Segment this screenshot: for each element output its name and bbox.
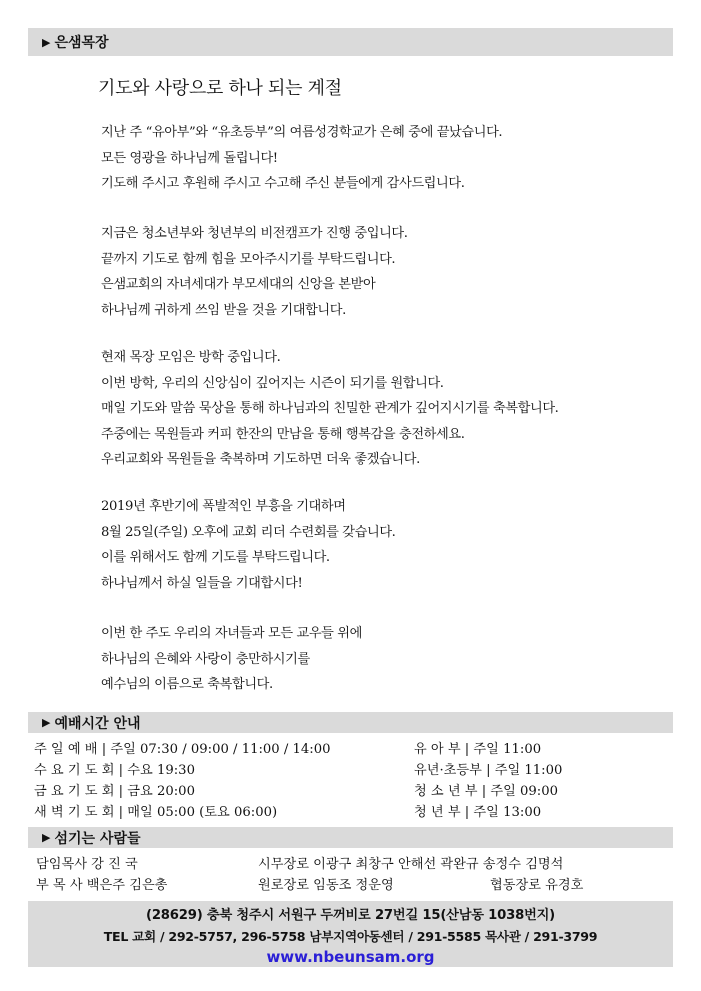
paragraph-line: 은샘교회의 자녀세대가 부모세대의 신앙을 본받아 (101, 277, 376, 292)
paragraph (101, 494, 395, 596)
church-address: (28629) 충북 청주시 서원구 두꺼비로 27번길 15(산남동 1038번지) (146, 908, 555, 923)
paragraph-line: 이를 위해서도 함께 기도를 부탁드립니다. (101, 550, 330, 565)
paragraph-line: 지금은 청소년부와 청년부의 비전캠프가 진행 중입니다. (101, 226, 408, 241)
paragraph-line: 하나님께서 하실 일들을 기대합시다! (101, 575, 303, 591)
schedule-item: 유년·초등부 | 주일 11:00 (414, 763, 563, 778)
servants-header-label: 섬기는 사람들 (54, 830, 141, 847)
schedule-item: 유 아 부 | 주일 11:00 (414, 742, 542, 757)
paragraph-line: 기도해 주시고 후원해 주시고 수고해 주신 분들에게 감사드립니다. (101, 176, 465, 191)
paragraph-line: 예수님의 이름으로 축복합니다. (101, 677, 273, 692)
phone-numbers: TEL 교회 / 292-5757, 296-5758 남부지역아동센터 / 291-5585 목사관 / 291-3799 (103, 929, 598, 944)
footer (28, 901, 673, 967)
triangle-right-icon: ▶ (42, 716, 51, 729)
servant-entry: 협동장로 유경호 (490, 878, 584, 893)
schedule-item: 청 소 년 부 | 주일 09:00 (414, 784, 559, 799)
section-header (28, 28, 673, 56)
servant-entry: 원로장로 임동조 정운영 (258, 878, 394, 893)
paragraph (101, 221, 408, 323)
servant-entry: 담임목사 강 진 국 (36, 857, 138, 872)
servant-entry: 부 목 사 백은주 김은총 (36, 878, 168, 893)
paragraph-line: 현재 목장 모임은 방학 중입니다. (101, 350, 281, 365)
paragraph-line: 8월 25일(주일) 오후에 교회 리더 수련회를 갖습니다. (101, 524, 396, 540)
paragraph-line: 2019년 후반기에 폭발적인 부흥을 기대하며 (101, 499, 346, 514)
schedule-row (34, 760, 654, 781)
triangle-right-icon: ▶ (42, 831, 51, 844)
schedule-row (34, 781, 654, 802)
paragraph-line: 주중에는 목원들과 커피 한잔의 만남을 통해 행복감을 충전하세요. (101, 426, 465, 442)
paragraph-line: 매일 기도와 말씀 묵상을 통해 하나님과의 친밀한 관계가 깊어지시기를 축복합니다. (101, 401, 559, 416)
schedule-item: 주 일 예 배 | 주일 07:30 / 09:00 / 11:00 / 14:00 (34, 742, 331, 757)
schedule-row (34, 739, 654, 760)
worship-header-label: 예배시간 안내 (54, 715, 141, 732)
triangle-right-icon: ▶ (42, 35, 51, 49)
paragraph-line: 우리교회와 목원들을 축복하며 기도하면 더욱 좋겠습니다. (101, 452, 420, 467)
servants-row (36, 875, 656, 896)
paragraph-line: 이번 한 주도 우리의 자녀들과 모든 교우들 위에 (101, 626, 362, 641)
schedule-item: 새 벽 기 도 회 | 매일 05:00 (토요 06:00) (34, 805, 278, 820)
schedule-item: 수 요 기 도 회 | 수요 19:30 (34, 763, 195, 778)
paragraph-line: 지난 주 “유아부”와 “유초등부”의 여름성경학교가 은혜 중에 끝났습니다. (101, 125, 503, 140)
schedule-item: 금 요 기 도 회 | 금요 20:00 (34, 784, 195, 799)
paragraph-line: 하나님의 은혜와 사랑이 충만하시기를 (101, 651, 310, 667)
article-title: 기도와 사랑으로 하나 되는 계절 (98, 78, 342, 99)
website-link[interactable]: www.nbeunsam.org (266, 948, 435, 966)
paragraph (101, 120, 502, 197)
worship-schedule (34, 739, 654, 823)
paragraph-line: 모든 영광을 하나님께 돌립니다! (101, 150, 278, 166)
schedule-row (34, 802, 654, 823)
paragraph-line: 이번 방학, 우리의 신앙심이 깊어지는 시즌이 되기를 원합니다. (101, 375, 444, 391)
servants-row (36, 854, 656, 875)
paragraph-line: 하나님께 귀하게 쓰임 받을 것을 기대합니다. (101, 302, 346, 318)
servant-entry: 시무장로 이광구 최창구 안해선 곽완규 송정수 김명석 (258, 857, 564, 872)
paragraph (101, 345, 558, 473)
servants-header (28, 827, 673, 848)
paragraph-line: 끝까지 기도로 함께 힘을 모아주시기를 부탁드립니다. (101, 251, 396, 267)
paragraph (101, 621, 362, 698)
servants-list (36, 854, 656, 896)
section-header-label: 은샘목장 (54, 35, 109, 51)
worship-header (28, 712, 673, 733)
schedule-item: 청 년 부 | 주일 13:00 (414, 805, 542, 820)
